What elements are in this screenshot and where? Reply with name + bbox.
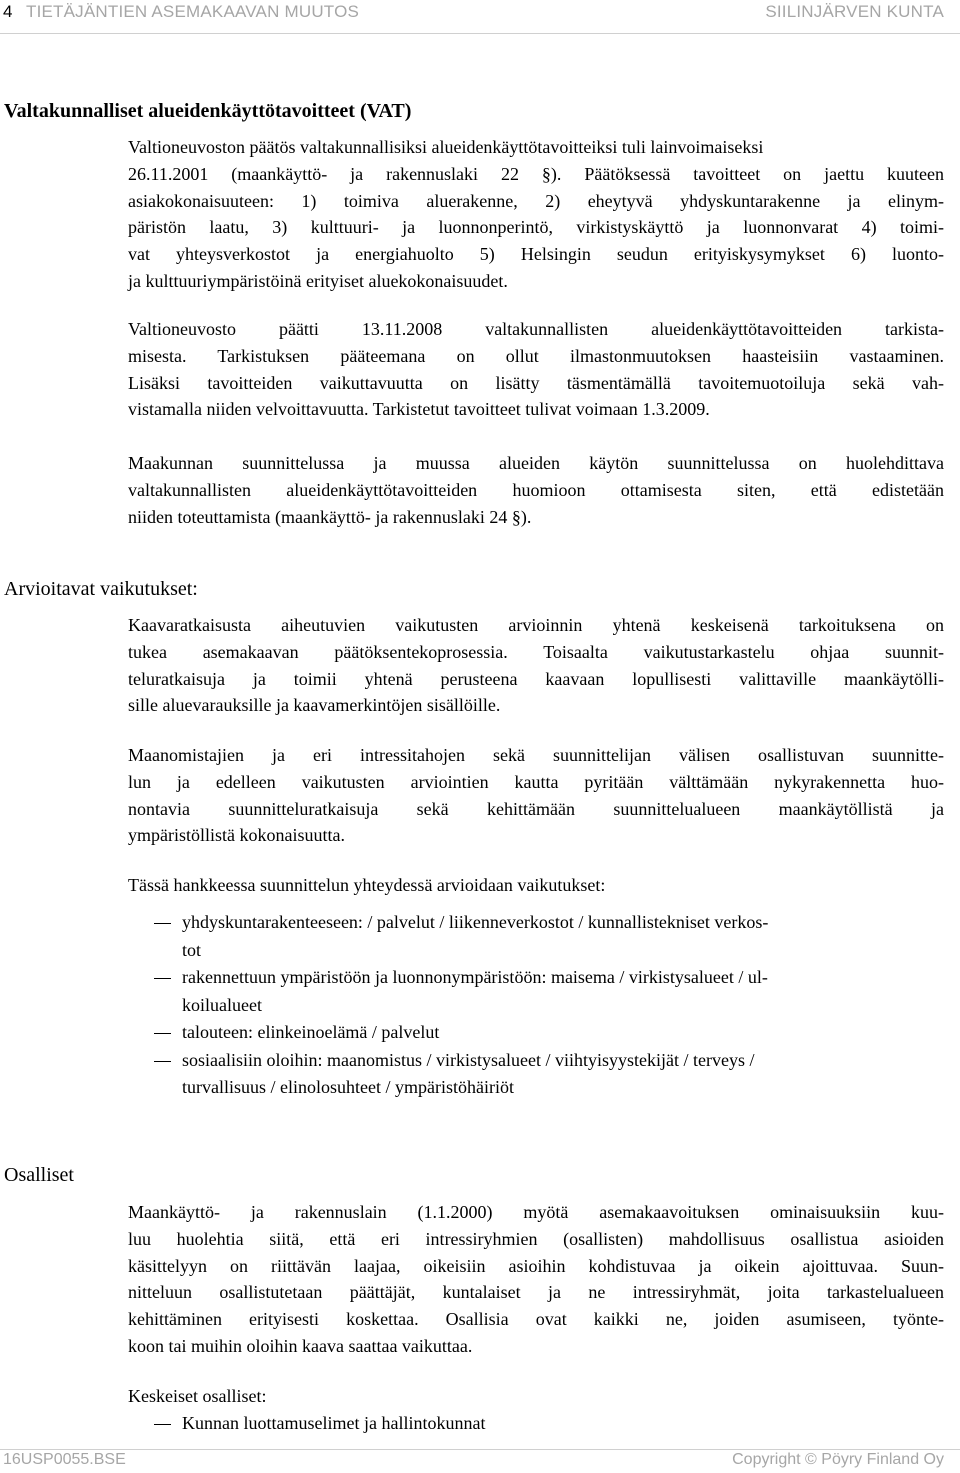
page-number: 4: [3, 2, 13, 21]
document-title: TIETÄJÄNTIEN ASEMAKAAVAN MUUTOS: [26, 2, 360, 21]
dash-bullet-icon: [154, 1033, 171, 1034]
key-stakeholders-label: Keskeiset osalliset:: [128, 1386, 267, 1406]
impacts-paragraph-1: Kaavaratkaisusta aiheutuvien vaikutusten arvioinnin yhtenä keskeisenä tarkoituksena on tukea asemakaavan päätöksentekoprosessia. Toisaalta vaikutustarkastelu ohjaa suunnit- teluratkaisuja ja toimii yhtenä perusteena kaavaan lopullisesti valittaville maankäytölli- sille aluevarauksille ja kaavamerkintöjen sisällöille.: [128, 615, 944, 716]
list-item: rakennettuun ympäristöön ja luonnonympäristöön: maisema / virkistysalueet / ul- koilualueet: [128, 964, 944, 1019]
stakeholders-paragraph: Maankäyttö- ja rakennuslain (1.1.2000) myötä asemakaavoituksen ominaisuuksiin kuu- luu huolehtia siitä, että eri intressiryhmien (osallisten) mahdollisuus osallistua asioiden käsittelyyn on riittävän laajaa, oikeisiin asioihin kohdistuvaa ja oikein ajoittuvaa. Suun- nitteluun osallistutetaan päättäjät, kuntalaiset ja ne intressiryhmät, joita tarkastelualueen kehittäminen erityisesti koskettaa. Osallisia ovat kaikki ne, joiden asumiseen, työnte- koon tai muihin oloihin kaava saattaa vaikuttaa.: [128, 1202, 944, 1356]
dash-bullet-icon: [154, 1424, 171, 1425]
document-code: 16USP0055.BSE: [3, 1451, 126, 1468]
list-item: yhdyskuntarakenteeseen: / palvelut / liikenneverkostot / kunnallistekniset verkos- tot: [128, 909, 944, 964]
dash-bullet-icon: [154, 1061, 171, 1062]
stakeholders-heading: Osalliset: [4, 1164, 74, 1186]
vat-paragraph-1: Valtioneuvoston päätös valtakunnallisiksi alueidenkäyttötavoitteiksi tuli lainvoimaiseksi 26.11.2001 (maankäyttö- ja rakennuslaki 22 §). Päätöksessä tavoitteet on jaettu kuuteen asiakokonaisuuteen: 1) toimiva aluerakenne, 2) eheytyvä yhdyskuntarakenne ja elinym- päristön laatu, 3) kulttuuri- ja luonnonperintö, virkistyskäyttö ja luonnonvarat 4) toimi- vat yhteysverkostot ja energiahuolto 5) Helsingin seudun erityiskysymykset 6) luonto- ja kulttuuriympäristöinä erityiset aluekokonaisuudet.: [128, 137, 944, 291]
list-item: sosiaalisiin oloihin: maanomistus / virkistysalueet / viihtyisyystekijät / terveys / turvallisuus / elinolosuhteet / ympäristöhäiriöt: [128, 1047, 944, 1102]
list-item: talouteen: elinkeinoelämä / palvelut: [128, 1019, 944, 1047]
dash-bullet-icon: [154, 978, 171, 979]
page-footer: [0, 1449, 960, 1473]
footer-divider: [0, 1449, 960, 1450]
impacts-intro: Tässä hankkeessa suunnittelun yhteydessä arvioidaan vaikutukset:: [128, 875, 606, 895]
list-item: Kunnan luottamuselimet ja hallintokunnat: [128, 1410, 944, 1438]
impacts-paragraph-2: Maanomistajien ja eri intressitahojen sekä suunnittelijan välisen osallistuvan suunnitte- lun ja edelleen vaikutusten arviointien kautta pyritään välttämään nykyrakennetta huo- nontavia suunnitteluratkaisuja sekä kehittämään suunnittelualueen maankäytöllistä ja ympäristöllistä kokonaisuutta.: [128, 745, 944, 846]
dash-bullet-icon: [154, 923, 171, 924]
vat-paragraph-3: Maakunnan suunnittelussa ja muussa alueiden käytön suunnittelussa on huolehdittava valtakunnallisten alueidenkäyttötavoitteiden huomioon ottamisesta siten, että edistetään niiden toteuttamista (maankäyttö- ja rakennuslaki 24 §).: [128, 453, 944, 527]
vat-heading: Valtakunnalliset alueidenkäyttötavoitteet (VAT): [4, 100, 412, 122]
page-header: [0, 0, 960, 24]
key-stakeholders-list: [128, 1410, 944, 1438]
header-divider: [0, 33, 960, 34]
vat-paragraph-2: Valtioneuvosto päätti 13.11.2008 valtakunnallisten alueidenkäyttötavoitteiden tarkista- misesta. Tarkistuksen pääteemana on ollut ilmastonmuutoksen haasteisiin vastaaminen. Lisäksi tavoitteiden vaikuttavuutta on lisätty täsmentämällä tavoitemuotoiluja sekä vah- vistamalla niiden velvoittavuutta. Tarkistetut tavoitteet tulivat voimaan 1.3.2009.: [128, 319, 944, 420]
impacts-list: [128, 909, 944, 1102]
impacts-heading: Arvioitavat vaikutukset:: [4, 578, 198, 600]
organization-name: SIILINJÄRVEN KUNTA: [765, 2, 944, 21]
copyright-notice: Copyright © Pöyry Finland Oy: [732, 1451, 944, 1468]
